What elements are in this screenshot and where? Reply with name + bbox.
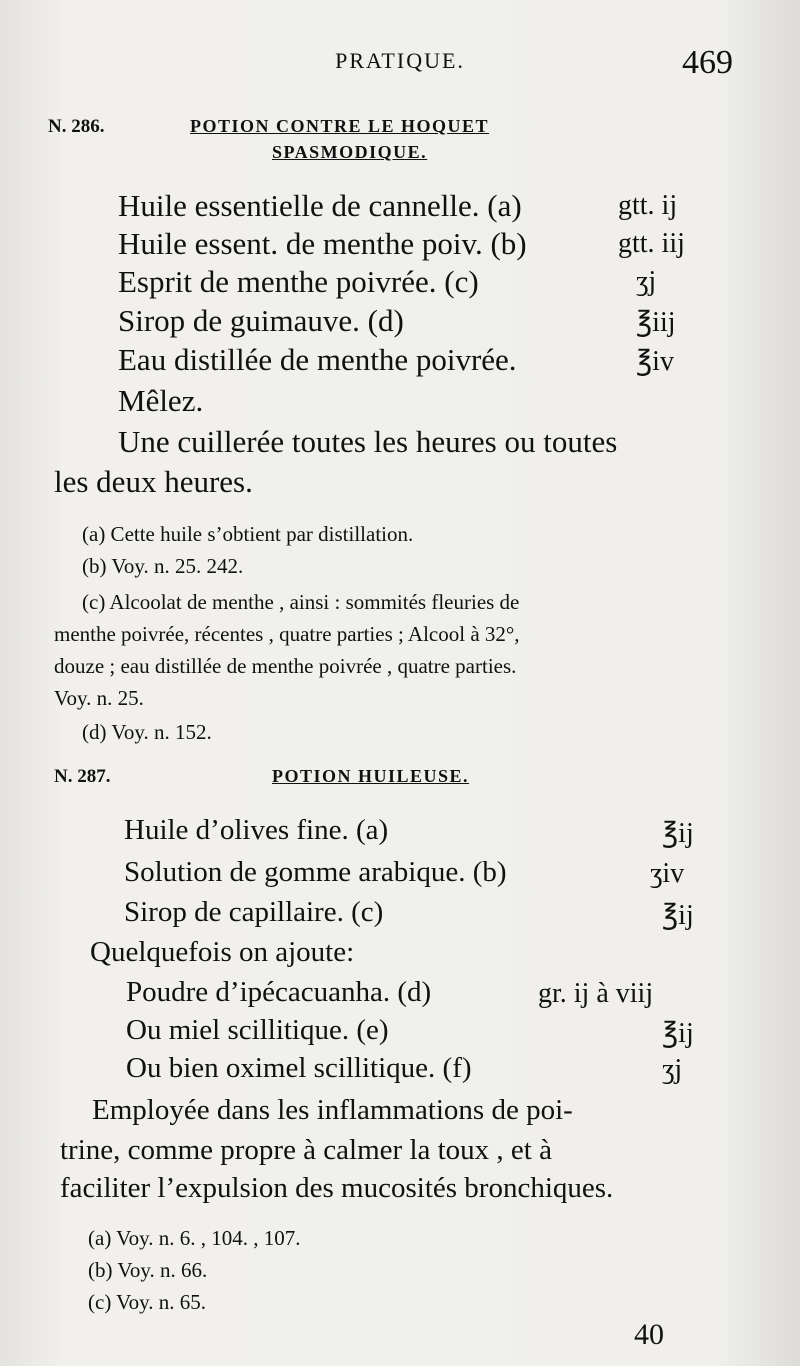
section-title-286-line1: POTION CONTRE LE HOQUET — [190, 116, 490, 136]
footnote-a: (a) Cette huile s’obtient par distillation. — [82, 522, 414, 546]
ingredient-quantity: ℥ij — [662, 900, 694, 931]
addition-quantity: ʒj — [662, 1054, 683, 1085]
addition-quantity: gr. ij à viij — [538, 978, 654, 1009]
footnote-c-cont: Voy. n. 25. — [54, 686, 144, 710]
footnote-b: (b) Voy. n. 66. — [88, 1258, 208, 1282]
footnote-d: (d) Voy. n. 152. — [82, 720, 212, 744]
footnote-a: (a) Voy. n. 6. , 104. , 107. — [88, 1226, 301, 1250]
ingredient-text: Huile essent. de menthe poiv. (b) — [118, 226, 527, 261]
ingredient-quantity: ʒiv — [650, 858, 685, 889]
ingredient-text: Huile d’olives fine. (a) — [124, 814, 389, 846]
usage-line-1: Employée dans les inflammations de poi- — [92, 1094, 573, 1126]
section-title-286-line2: SPASMODIQUE. — [272, 142, 428, 162]
section-number-287: N. 287. — [54, 766, 111, 787]
ingredient-quantity: ʒj — [636, 266, 657, 297]
addition-text: Ou miel scillitique. (e) — [126, 1014, 389, 1046]
ingredient-text: Eau distillée de menthe poivrée. — [118, 342, 517, 377]
addition-text: Poudre d’ipécacuanha. (d) — [126, 976, 432, 1008]
footnote-c: (c) Voy. n. 65. — [88, 1290, 207, 1314]
ingredient-text: Sirop de capillaire. (c) — [124, 896, 384, 928]
ingredient-quantity: ℥iv — [636, 346, 674, 377]
usage-line-2: trine, comme propre à calmer la toux , et à — [60, 1134, 552, 1166]
mix-instruction: Mêlez. — [118, 383, 204, 418]
ingredient-quantity: ℥iij — [636, 307, 676, 338]
page-number: 469 — [682, 44, 733, 81]
ingredient-text: Sirop de guimauve. (d) — [118, 303, 404, 338]
dosage-line-1: Une cuillerée toutes les heures ou toutes — [118, 424, 618, 459]
footnote-c: (c) Alcoolat de menthe , ainsi : sommités fleuries de — [82, 590, 520, 614]
signature-mark: 40 — [634, 1318, 664, 1351]
ingredient-quantity: gtt. ij — [618, 190, 678, 221]
section-title-287: POTION HUILEUSE. — [272, 766, 470, 786]
ingredient-quantity: ℥ij — [662, 818, 694, 849]
addition-text: Ou bien oximel scillitique. (f) — [126, 1052, 472, 1084]
ingredient-text: Solution de gomme arabique. (b) — [124, 856, 507, 888]
dosage-line-2: les deux heures. — [54, 464, 253, 499]
footnote-b: (b) Voy. n. 25. 242. — [82, 554, 244, 578]
ingredient-quantity: gtt. iij — [618, 228, 685, 259]
addition-quantity: ℥ij — [662, 1018, 694, 1049]
ingredient-text: Esprit de menthe poivrée. (c) — [118, 264, 479, 299]
section-number-286: N. 286. — [48, 116, 105, 137]
ingredient-text: Huile essentielle de cannelle. (a) — [118, 188, 522, 223]
running-title: PRATIQUE. — [335, 48, 465, 73]
footnote-c-cont: douze ; eau distillée de menthe poivrée , quatre parties. — [54, 654, 517, 678]
usage-line-3: faciliter l’expulsion des mucosités bronchiques. — [60, 1172, 614, 1204]
footnote-c-cont: menthe poivrée, récentes , quatre parties ; Alcool à 32°, — [54, 622, 520, 646]
additions-intro: Quelquefois on ajoute: — [90, 936, 355, 968]
